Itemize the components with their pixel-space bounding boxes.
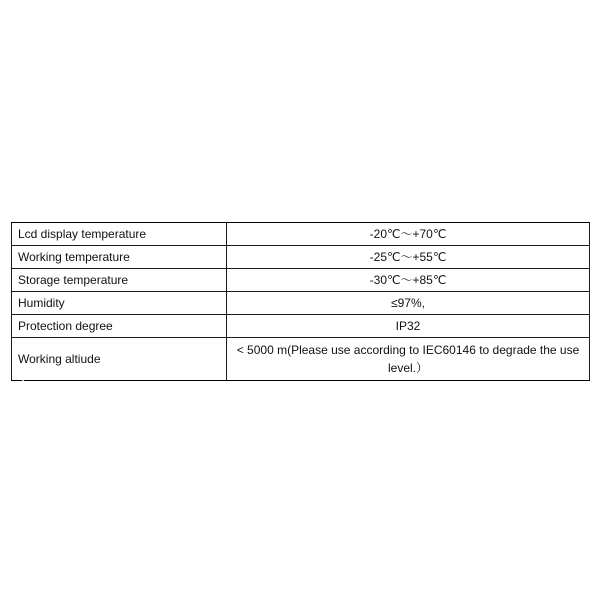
table-row xyxy=(12,292,590,315)
value-cell: < 5000 m(Please use according to IEC60146 to degrade the use level.） xyxy=(227,338,590,381)
value-cell: -30℃～+85℃ xyxy=(227,269,590,292)
table-row xyxy=(12,315,590,338)
value-cell: IP32 xyxy=(227,315,590,338)
parameter-cell: Lcd display temperature xyxy=(12,223,227,246)
stray-mark xyxy=(22,380,24,381)
table-row xyxy=(12,269,590,292)
parameter-cell: Working altiude xyxy=(12,338,227,381)
table-row xyxy=(12,223,590,246)
parameter-cell: Working temperature xyxy=(12,246,227,269)
parameter-cell: Humidity xyxy=(12,292,227,315)
table-row xyxy=(12,246,590,269)
value-cell: -20℃～+70℃ xyxy=(227,223,590,246)
parameter-cell: Storage temperature xyxy=(12,269,227,292)
specifications-table xyxy=(11,222,590,381)
table-row xyxy=(12,338,590,381)
parameter-cell: Protection degree xyxy=(12,315,227,338)
value-cell: ≤97%, xyxy=(227,292,590,315)
value-cell: -25℃～+55℃ xyxy=(227,246,590,269)
